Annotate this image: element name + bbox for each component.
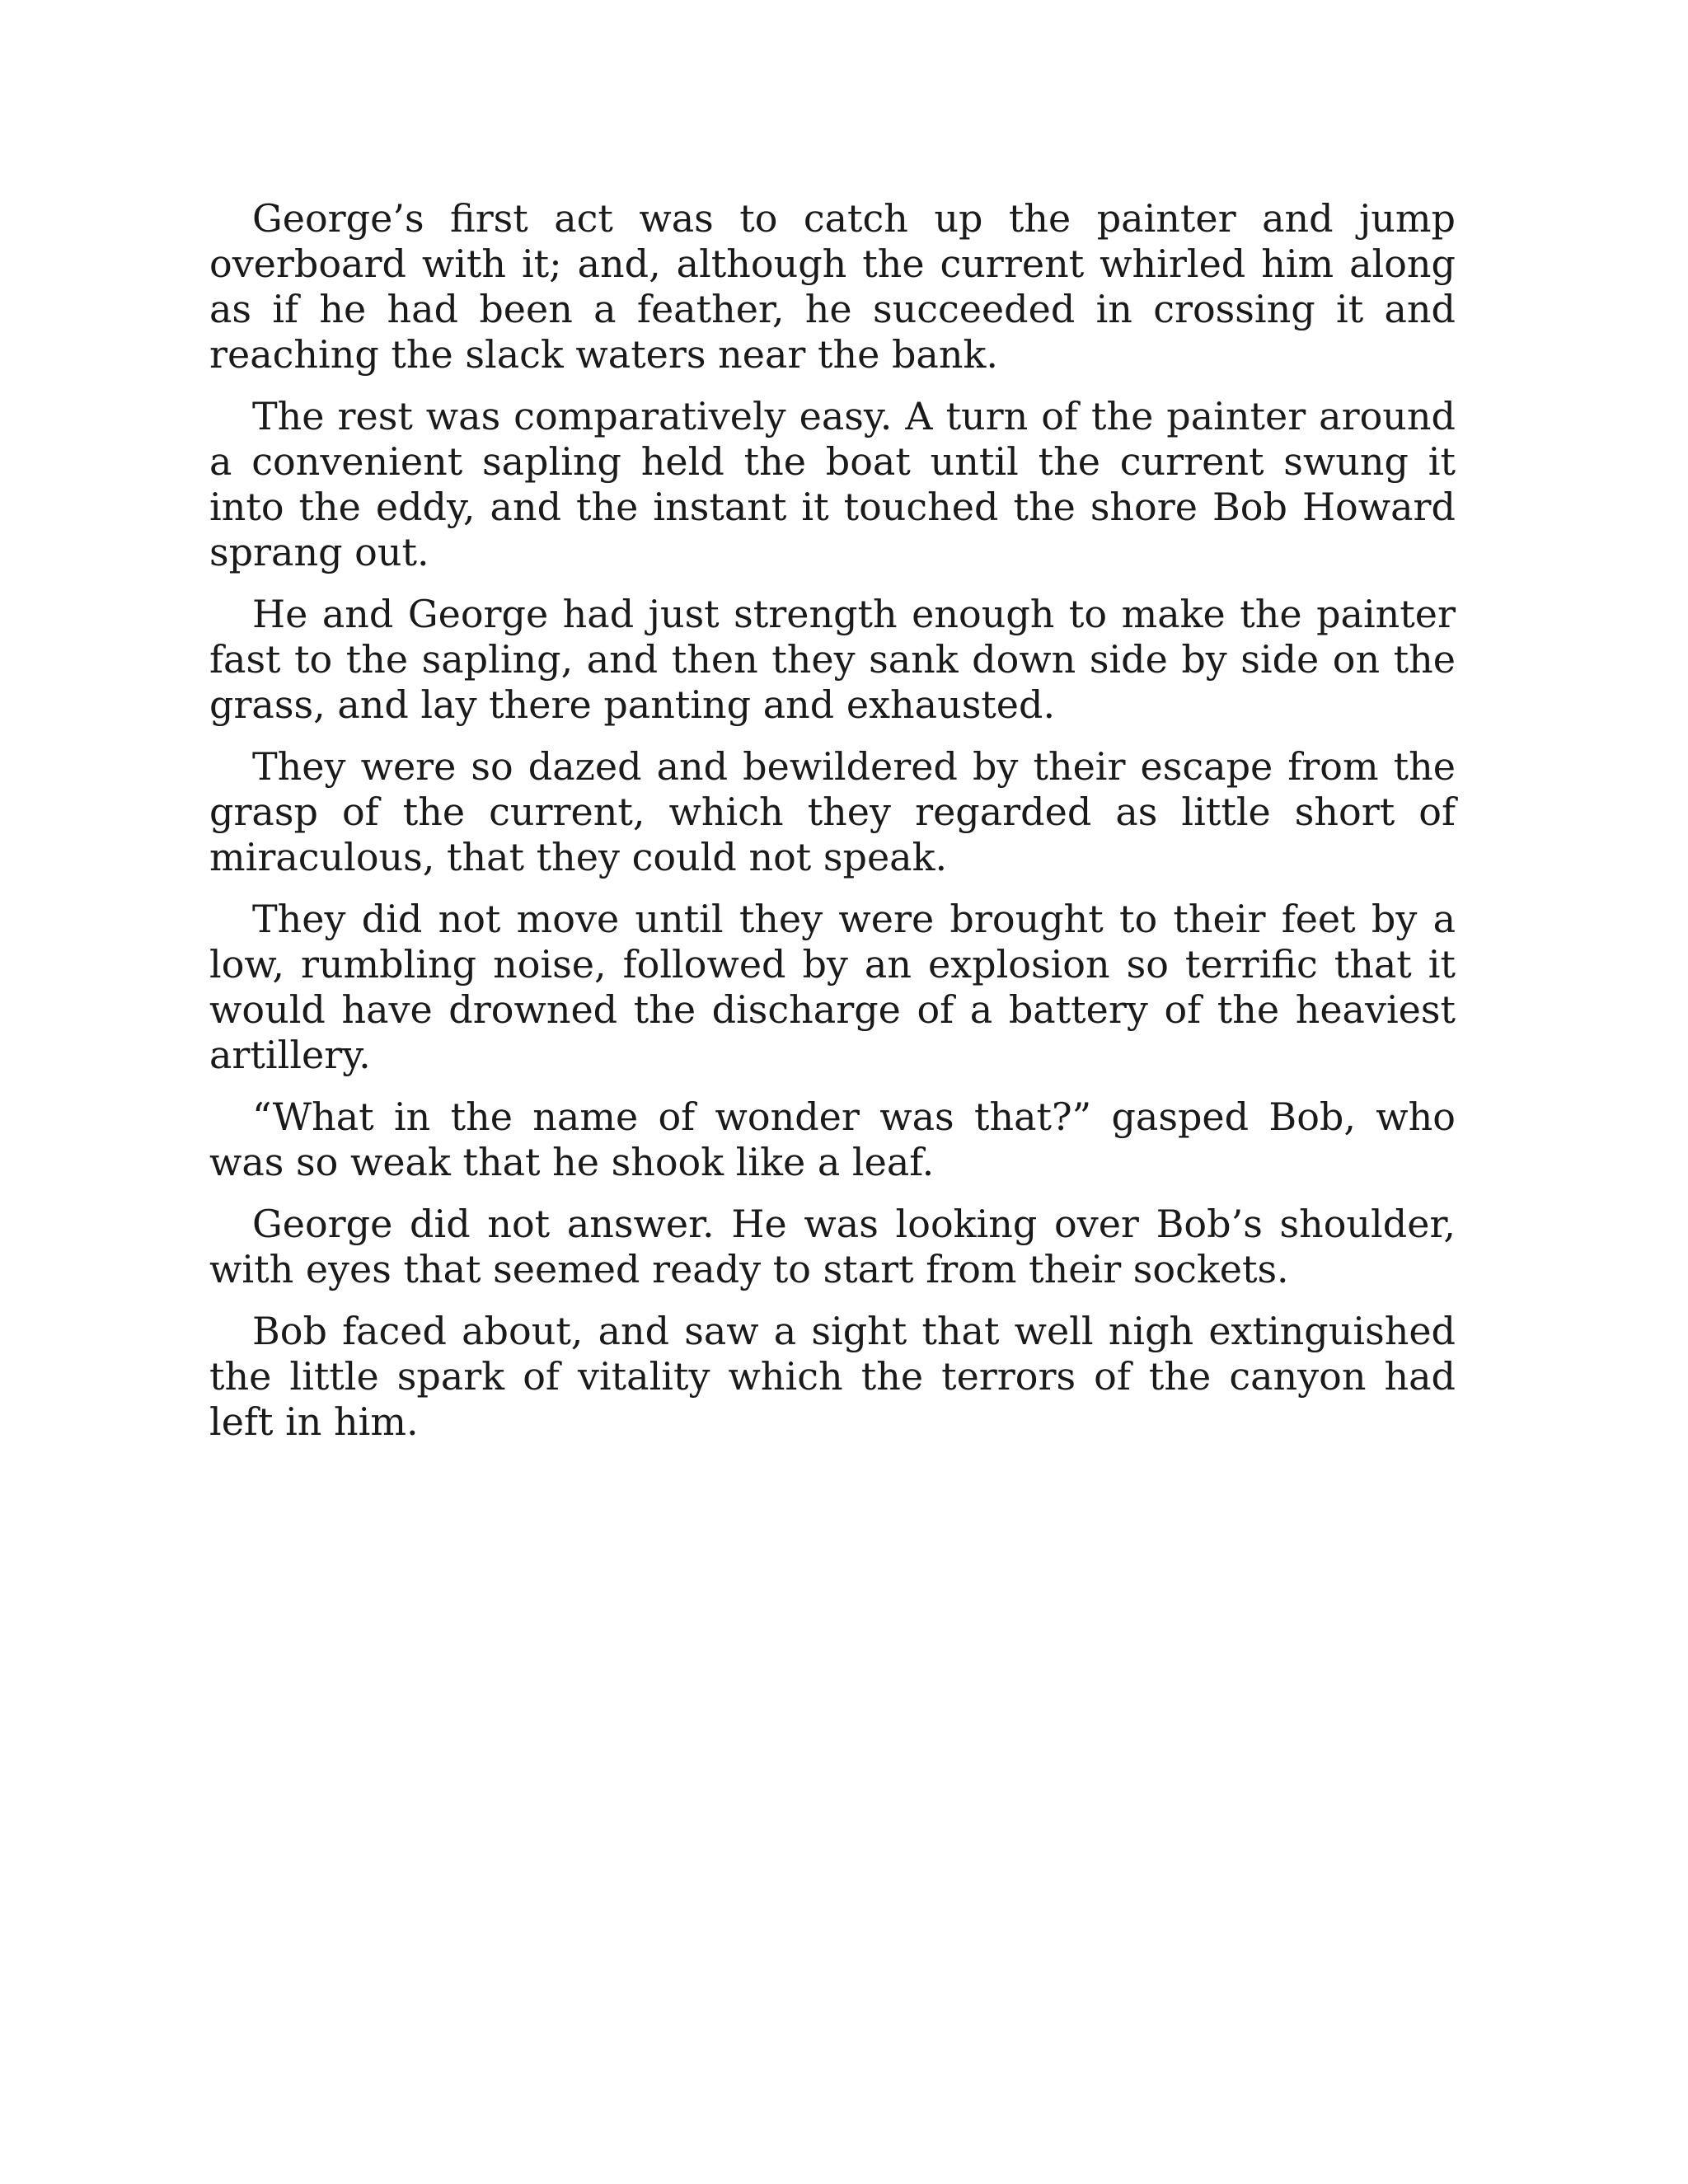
paragraph: He and George had just strength enough to make the painter fast to the sapling, and then they sank down side by side on the grass, and lay there panting and exhausted. <box>209 592 1456 727</box>
paragraph: George’s first act was to catch up the painter and jump overboard with it; and, although the current whirled him along as if he had been a feather, he succeeded in crossing it and reaching the slack waters near the bank. <box>209 196 1456 377</box>
paragraph: George did not answer. He was looking over Bob’s shoulder, with eyes that seemed ready to start from their sockets. <box>209 1202 1456 1291</box>
paragraph: The rest was comparatively easy. A turn of the painter around a convenient sapling held the boat until the current swung it into the eddy, and the instant it touched the shore Bob Howard sprang out. <box>209 394 1456 574</box>
paragraph: They did not move until they were brought to their feet by a low, rumbling noise, followed by an explosion so terrific that it would have drowned the discharge of a battery of the heaviest artillery. <box>209 897 1456 1077</box>
paragraph: They were so dazed and bewildered by their escape from the grasp of the current, which they regarded as little short of miraculous, that they could not speak. <box>209 744 1456 879</box>
page-body <box>209 196 1456 1461</box>
paragraph: “What in the name of wonder was that?” gasped Bob, who was so weak that he shook like a leaf. <box>209 1094 1456 1184</box>
paragraph: Bob faced about, and saw a sight that well nigh extinguished the little spark of vitality which the terrors of the canyon had left in him. <box>209 1309 1456 1444</box>
